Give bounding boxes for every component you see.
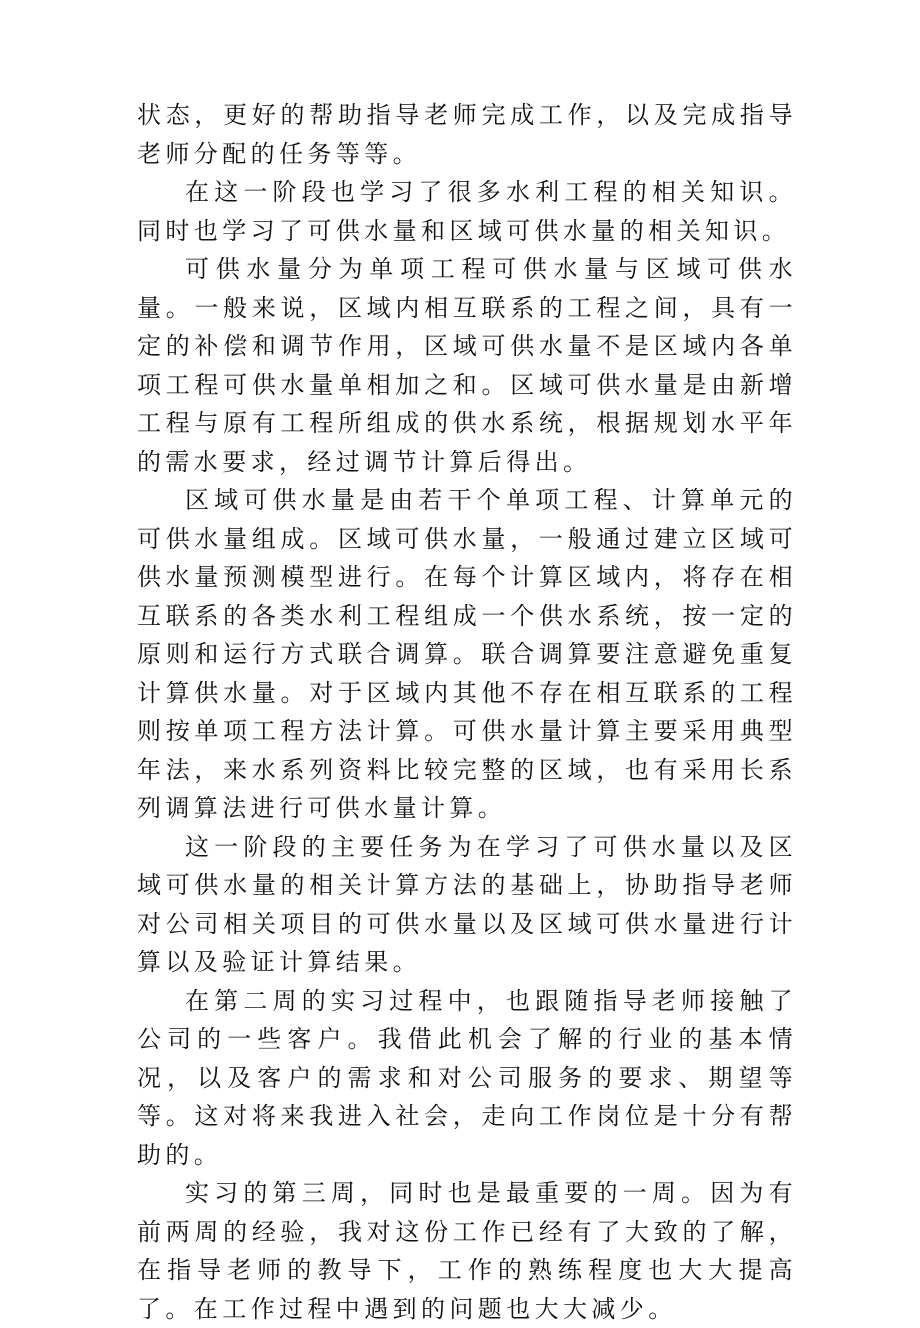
- paragraph-1: 状态，更好的帮助指导老师完成工作，以及完成指导老师分配的任务等等。: [137, 101, 797, 168]
- paragraph-2: 在这一阶段也学习了很多水利工程的相关知识。同时也学习了可供水量和区域可供水量的相关知识。: [137, 178, 797, 245]
- paragraph-3: 可供水量分为单项工程可供水量与区域可供水量。一般来说，区域内相互联系的工程之间，具有一定的补偿和调节作用，区域可供水量不是区域内各单项工程可供水量单相加之和。区域可供水量是由新增工程与原有工程所组成的供水系统，根据规划水平年的需水要求，经过调节计算后得出。: [137, 255, 797, 476]
- document-body: [137, 96, 797, 1328]
- paragraph-5: 这一阶段的主要任务为在学习了可供水量以及区域可供水量的相关计算方法的基础上，协助指导老师对公司相关项目的可供水量以及区域可供水量进行计算以及验证计算结果。: [137, 832, 797, 976]
- paragraph-4: 区域可供水量是由若干个单项工程、计算单元的可供水量组成。区域可供水量，一般通过建立区域可供水量预测模型进行。在每个计算区域内，将存在相互联系的各类水利工程组成一个供水系统，按一定的原则和运行方式联合调算。联合调算要注意避免重复计算供水量。对于区域内其他不存在相互联系的工程则按单项工程方法计算。可供水量计算主要采用典型年法，来水系列资料比较完整的区域，也有采用长系列调算法进行可供水量计算。: [137, 486, 797, 822]
- paragraph-7: 实习的第三周，同时也是最重要的一周。因为有前两周的经验，我对这份工作已经有了大致的了解，在指导老师的教导下，工作的熟练程度也大大提高了。在工作过程中遇到的问题也大大减少。: [137, 1179, 797, 1323]
- paragraph-6: 在第二周的实习过程中，也跟随指导老师接触了公司的一些客户。我借此机会了解的行业的基本情况，以及客户的需求和对公司服务的要求、期望等等。这对将来我进入社会，走向工作岗位是十分有帮助的。: [137, 986, 797, 1169]
